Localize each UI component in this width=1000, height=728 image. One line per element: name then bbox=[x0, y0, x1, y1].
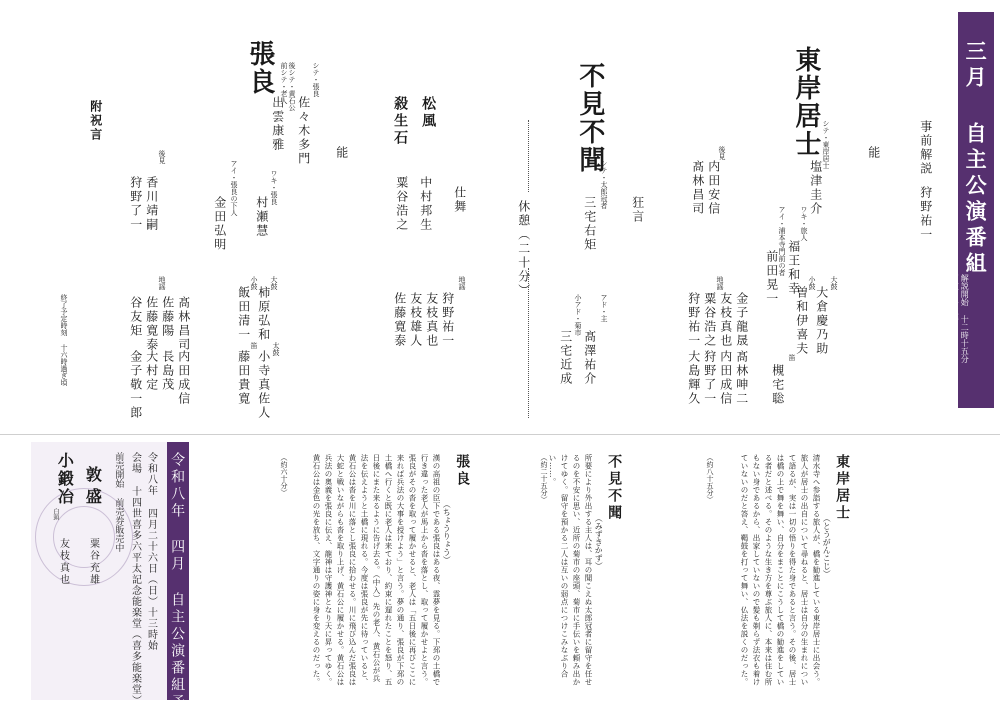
shimai-title-2: 殺生石 bbox=[392, 96, 409, 147]
shimai-category: 仕舞 bbox=[452, 186, 467, 214]
kyogen-shite-role: シテ・太郎冠者 bbox=[600, 160, 609, 209]
next-play-2-title: 小鍛冶 bbox=[55, 452, 75, 506]
noh2-jiutai-8: 金子敬一郎 bbox=[128, 350, 143, 420]
synopsis-2-title: 不見不聞 bbox=[606, 454, 623, 522]
next-program-card bbox=[31, 442, 187, 706]
noh2-jiutai-label: 地謡 bbox=[158, 276, 167, 290]
kyogen-title: 不見不聞 bbox=[574, 62, 605, 174]
noh1-otsuzumi: 大倉慶乃助 bbox=[814, 286, 829, 356]
next-play-1-title: 敦盛 bbox=[83, 466, 103, 510]
synopsis-1-reading: （とうがんこじ） bbox=[822, 514, 832, 578]
synopsis-2-text: 所要により外出する主人は、耳の聞こえぬ太郎冠者に留守を任せるのを不安に思い、近所の菊市の座頭、菊市に手伝いを頼み出かけてゆく。留守を預かる二人は互いの弱点につけこみなぶり合い……。 bbox=[548, 454, 593, 686]
noh1-jiutai-8: 大島輝久 bbox=[686, 350, 701, 406]
shimai-title-1: 松風 bbox=[420, 96, 437, 130]
shimai-jiutai-4: 佐藤寛泰 bbox=[392, 292, 407, 348]
kyogen-koado-role: 小アド・菊市 bbox=[574, 294, 583, 336]
next-program-title: 令和八年 四月 自主公演番組予告 bbox=[169, 452, 186, 728]
noh2-jiutai-5: 内田成信 bbox=[176, 350, 191, 406]
next-sale: 前売開始 前売券販売中 bbox=[113, 452, 124, 552]
noh2-waki: 村瀬慧 bbox=[254, 196, 269, 238]
synopsis-2-duration: （約二十五分） bbox=[540, 454, 549, 503]
noh2-ai: 金田弘明 bbox=[212, 196, 227, 252]
noh2-jiutai-6: 長島茂 bbox=[160, 350, 175, 392]
noh2-shite-role: シテ・張良 bbox=[312, 62, 321, 97]
noh1-jiutai-7: 狩野了一 bbox=[702, 350, 717, 406]
noh2-ai-role: アイ・張良の下人 bbox=[230, 160, 239, 216]
shimai-jiutai-1: 狩野祐一 bbox=[440, 292, 455, 348]
kyogen-ado-role: アド・主 bbox=[600, 294, 609, 322]
noh2-jiutai-7: 大村定 bbox=[144, 350, 159, 392]
noh2-jiutai-2: 佐藤陽 bbox=[160, 296, 175, 338]
noh2-tsure2-role: 前シテ・老人 bbox=[280, 62, 289, 104]
noh2-category: 能 bbox=[334, 146, 349, 160]
synopsis-3-duration: （約六十分） bbox=[280, 454, 289, 496]
noh2-title: 張良 bbox=[244, 40, 275, 96]
kyogen-shite: 三宅右矩 bbox=[582, 196, 597, 252]
noh1-shite: 塩津圭介 bbox=[808, 160, 823, 216]
noh1-kotsuzumi-label: 小鼓 bbox=[808, 276, 817, 290]
next-play-1-performer: 粟谷充雄 bbox=[87, 538, 99, 586]
noh2-tsure-role: 後シテ・黄石公 bbox=[288, 62, 297, 111]
next-venue: 会場 十四世喜多六平太記念能楽堂（喜多能楽堂） bbox=[129, 452, 141, 706]
shimai-jiutai-2: 友枝真也 bbox=[424, 292, 439, 348]
lecture-label: 事前解説 bbox=[918, 120, 933, 176]
noh1-shite-role: シテ・東岸居士 bbox=[822, 120, 831, 169]
kyogen-koado: 三宅近成 bbox=[558, 330, 573, 386]
program-title: 三月 自主公演番組 bbox=[963, 40, 989, 278]
noh1-fue: 槻宅聡 bbox=[770, 364, 785, 406]
synopsis-1-text: 清水寺へ参詣する旅人が、橋を勧進している東岸居士に出会う。旅人が居士の出自について尋ねると、居士は自分の生まれについて語るが、実は一切の悟りを得た身であると言う。その後、居士は橋の上で舞を舞い、自分をまことにこうして橋の勧進をしている者だと述べる。そのような生き方を尊ぶ旅人に、本来は住む所もない身であるから、出家していないので髪も剃らず法衣も着けていないのだと答え、鞨鼓を打って舞い、仏法を説くのだった。 bbox=[740, 454, 821, 686]
shugen-title: 附祝言 bbox=[88, 100, 103, 142]
noh2-koken-1: 香川靖嗣 bbox=[144, 176, 159, 232]
synopsis-3-title: 張良 bbox=[454, 454, 471, 488]
noh2-taiko-label: 太鼓 bbox=[272, 342, 281, 356]
noh1-ai-role: アイ・浦本寺門前の者 bbox=[778, 206, 787, 276]
next-play-2-performer: 友枝真也 bbox=[57, 538, 69, 586]
noh1-jiutai-label: 地謡 bbox=[716, 276, 725, 290]
start-time: 開演 十三時 bbox=[950, 274, 960, 323]
section-divider bbox=[0, 434, 1000, 435]
noh2-jiutai-4: 谷友矩 bbox=[128, 296, 143, 338]
noh2-koken-label: 後見 bbox=[158, 150, 167, 164]
noh2-waki-role: ワキ・張良 bbox=[270, 170, 279, 205]
noh2-shite: 佐々木多門 bbox=[296, 96, 311, 166]
noh1-waki: 福王和幸 bbox=[786, 240, 801, 296]
noh1-kotsuzumi: 曽和伊喜夫 bbox=[794, 286, 809, 356]
noh2-taiko: 小寺真佐人 bbox=[256, 350, 271, 420]
noh1-koken-label: 後見 bbox=[718, 146, 727, 160]
next-play-2-sub: 白頭 bbox=[51, 508, 59, 520]
next-date: 令和八年 四月二十六日（日）十三時始 bbox=[145, 452, 157, 651]
noh1-jiutai-5: 髙林呻二 bbox=[734, 350, 749, 406]
noh2-fue-label: 笛 bbox=[250, 342, 259, 349]
kyogen-ado: 髙澤祐介 bbox=[582, 330, 597, 386]
noh1-waki-role: ワキ・旅人 bbox=[800, 206, 809, 241]
shimai-jiutai-3: 友枝雄人 bbox=[408, 292, 423, 348]
synopsis-3-text: 漢の高祖の臣下である張良はある夜、霊夢を見る。下邳の土橋で行き違った老人が馬上から沓を落とし、取って履かせよと言う。張良がその沓を取って履かせると、老人は「五日後に再びここに来れば兵法の大事を授けよう」と言う。夢の通り、張良が下邳の土橋へ行くと既に老人は来ており、約束に遅れたことを怒り、五日後にまた来るように告げ去る。（中入）先の老人、黄石公が兵法を伝えようと土橋に現れる。今度は張良が先に待っていると、黄石公は沓を川に落とし張良に拾わせる。川に飛び込んだ張良は大蛇と戦いながらも沓を取り上げ、黄石公に履かせる。黄石公は兵法の奥義を張良に伝え、龍神は守護神となり天に昇ってゆく。黄石公は金色の光を放ち、文字通りの姿に身を変えるのだった。 bbox=[312, 454, 441, 686]
noh2-fue: 藤田貴寛 bbox=[236, 350, 251, 406]
next-program-title-bar bbox=[167, 442, 189, 728]
program-title-bar bbox=[950, 12, 994, 408]
noh1-ai: 前田晃一 bbox=[764, 250, 779, 306]
shimai-jiutai-label: 地謡 bbox=[458, 276, 467, 290]
shimai-performer-1: 中村邦生 bbox=[418, 176, 433, 232]
intermission: 休憩（二十分） bbox=[516, 200, 531, 298]
lecture-time: 解説開始 十二時十五分 bbox=[960, 274, 970, 363]
noh1-otsuzumi-label: 大鼓 bbox=[830, 276, 839, 290]
noh1-fue-label: 笛 bbox=[788, 354, 797, 361]
noh1-category: 能 bbox=[866, 146, 881, 160]
intermission-dots-bottom bbox=[528, 268, 529, 418]
kyogen-category: 狂言 bbox=[630, 196, 645, 224]
noh2-otsuzumi: 柿原弘和 bbox=[256, 286, 271, 342]
noh1-jiutai-6: 内田成信 bbox=[718, 350, 733, 406]
noh2-jiutai-1: 髙林昌司 bbox=[176, 296, 191, 352]
noh1-koken-2: 髙林昌司 bbox=[690, 160, 705, 216]
lecture-name: 狩野祐一 bbox=[918, 186, 933, 242]
shimai-performer-2: 粟谷浩之 bbox=[394, 176, 409, 232]
synopsis-2-reading: （みずきかず） bbox=[594, 514, 604, 570]
noh2-kotsuzumi: 飯田清一 bbox=[236, 286, 251, 342]
noh1-title: 東岸居士 bbox=[790, 46, 821, 158]
noh1-jiutai-1: 金子龍晟 bbox=[734, 292, 749, 348]
end-time: 終了予定時刻 十六時過ぎ頃 bbox=[60, 294, 69, 386]
noh1-jiutai-3: 粟谷浩之 bbox=[702, 292, 717, 348]
synopsis-1-title: 東岸居士 bbox=[834, 454, 851, 522]
noh2-otsuzumi-label: 大鼓 bbox=[270, 276, 279, 290]
noh2-tsure: 出雲康雅 bbox=[270, 96, 285, 152]
noh2-koken-2: 狩野了一 bbox=[128, 176, 143, 232]
intermission-dots-top bbox=[528, 120, 529, 192]
noh2-kotsuzumi-label: 小鼓 bbox=[250, 276, 259, 290]
synopsis-3-reading: （ちょうりょう） bbox=[442, 500, 452, 564]
noh1-koken-1: 内田安信 bbox=[706, 160, 721, 216]
noh1-jiutai-4: 狩野祐一 bbox=[686, 292, 701, 348]
synopsis-1-duration: （約八十五分） bbox=[706, 454, 715, 503]
noh2-jiutai-3: 佐藤寛泰 bbox=[144, 296, 159, 352]
noh1-jiutai-2: 友枝真也 bbox=[718, 292, 733, 348]
